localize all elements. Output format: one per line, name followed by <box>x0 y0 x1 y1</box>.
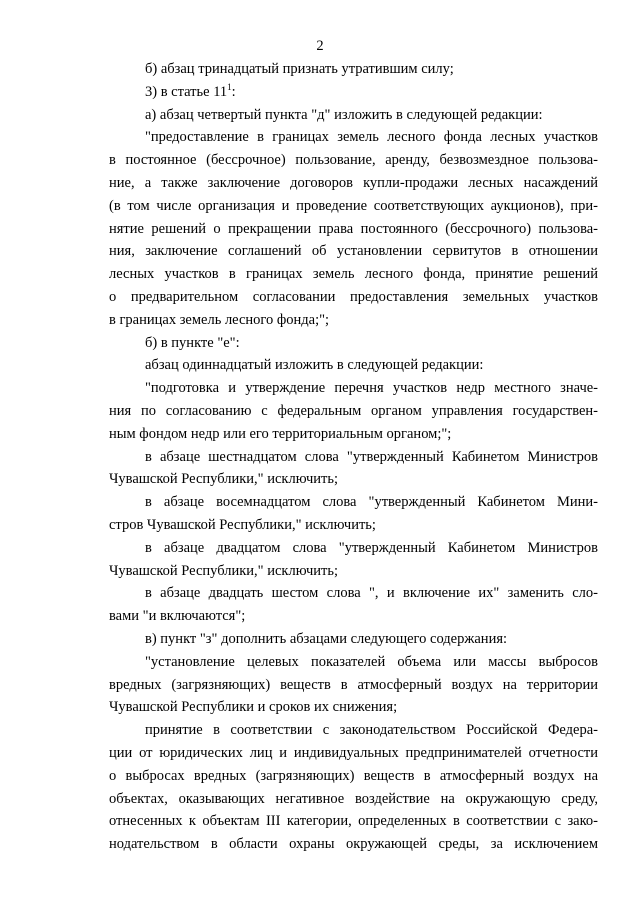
article-ref-text: 3) в статье 11 <box>145 83 228 100</box>
text-line: принятие в соответствии с законодательством Российской Федера- <box>145 722 598 739</box>
text-line: ции от юридических лиц и индивидуальных предпринимателей отчетности <box>109 744 598 761</box>
text-line: в абзаце шестнадцатом слова "утвержденный Кабинетом Министров <box>145 448 598 465</box>
text-line: ния по согласованию с федеральным органом управления государствен- <box>109 402 598 419</box>
text-line: "установление целевых показателей объема или массы выбросов <box>145 653 598 670</box>
text-line: нодательством в области охраны окружающей среды, за исключением <box>109 836 598 853</box>
text-line: ние, а также заключение договоров купли-продажи лесных насаждений <box>109 174 598 191</box>
article-line <box>109 81 598 104</box>
text-line: в постоянное (бессрочное) пользование, аренду, безвозмездное пользова- <box>109 152 598 169</box>
text-line: вредных (загрязняющих) веществ в атмосферный воздух на территории <box>109 676 598 693</box>
text-line: о предварительном согласовании предоставления земельных участков <box>109 288 598 305</box>
document-body <box>109 58 598 856</box>
article-ref-suffix: : <box>231 83 236 100</box>
text-line: вами "и включаются"; <box>109 608 246 625</box>
text-line: б) в пункте "е": <box>145 334 240 351</box>
text-line: в границах земель лесного фонда;"; <box>109 311 330 328</box>
text-line: в абзаце двадцать шестом слова ", и включение их" заменить сло- <box>145 585 598 602</box>
text-line: "предоставление в границах земель лесного фонда лесных участков <box>145 129 598 146</box>
text-line: "подготовка и утверждение перечня участков недр местного значе- <box>145 380 598 397</box>
text-line: в абзаце восемнадцатом слова "утвержденный Кабинетом Мини- <box>145 494 598 511</box>
text-line: абзац одиннадцатый изложить в следующей редакции: <box>145 357 484 374</box>
text-line: стров Чувашской Республики," исключить; <box>109 516 376 533</box>
text-line: Чувашской Республики," исключить; <box>109 471 339 488</box>
text-line: а) абзац четвертый пункта "д" изложить в следующей редакции: <box>145 106 543 123</box>
text-line: (в том числе организация и проведение соответствующих аукционов), при- <box>109 197 598 214</box>
text-line: в абзаце двадцатом слова "утвержденный Кабинетом Министров <box>145 539 598 556</box>
text-line: лесных участков в границах земель лесного фонда, принятие решений <box>109 266 598 283</box>
text-line: ным фондом недр или его территориальным органом;"; <box>109 425 452 442</box>
text-line: объектах, оказывающих негативное воздействие на окружающую среду, <box>109 790 598 807</box>
text-line: в) пункт "з" дополнить абзацами следующего содержания: <box>145 630 508 647</box>
article-superscript: 1 <box>227 81 232 92</box>
text-line: о выбросах вредных (загрязняющих) веществ в атмосферный воздух на <box>109 767 598 784</box>
text-line: отнесенных к объектам III категории, определенных в соответствии с зако- <box>109 813 598 830</box>
text-line: Чувашской Республики," исключить; <box>109 562 339 579</box>
page-number: 2 <box>316 38 324 54</box>
text-line: ния, заключение соглашений об установлении сервитутов в отношении <box>109 243 598 260</box>
text-line: б) абзац тринадцатый признать утратившим силу; <box>145 61 454 77</box>
text-line: нятие решений о прекращении права постоянного (бессрочного) пользова- <box>109 220 598 237</box>
text-line: Чувашской Республики и сроков их снижения; <box>109 699 398 716</box>
